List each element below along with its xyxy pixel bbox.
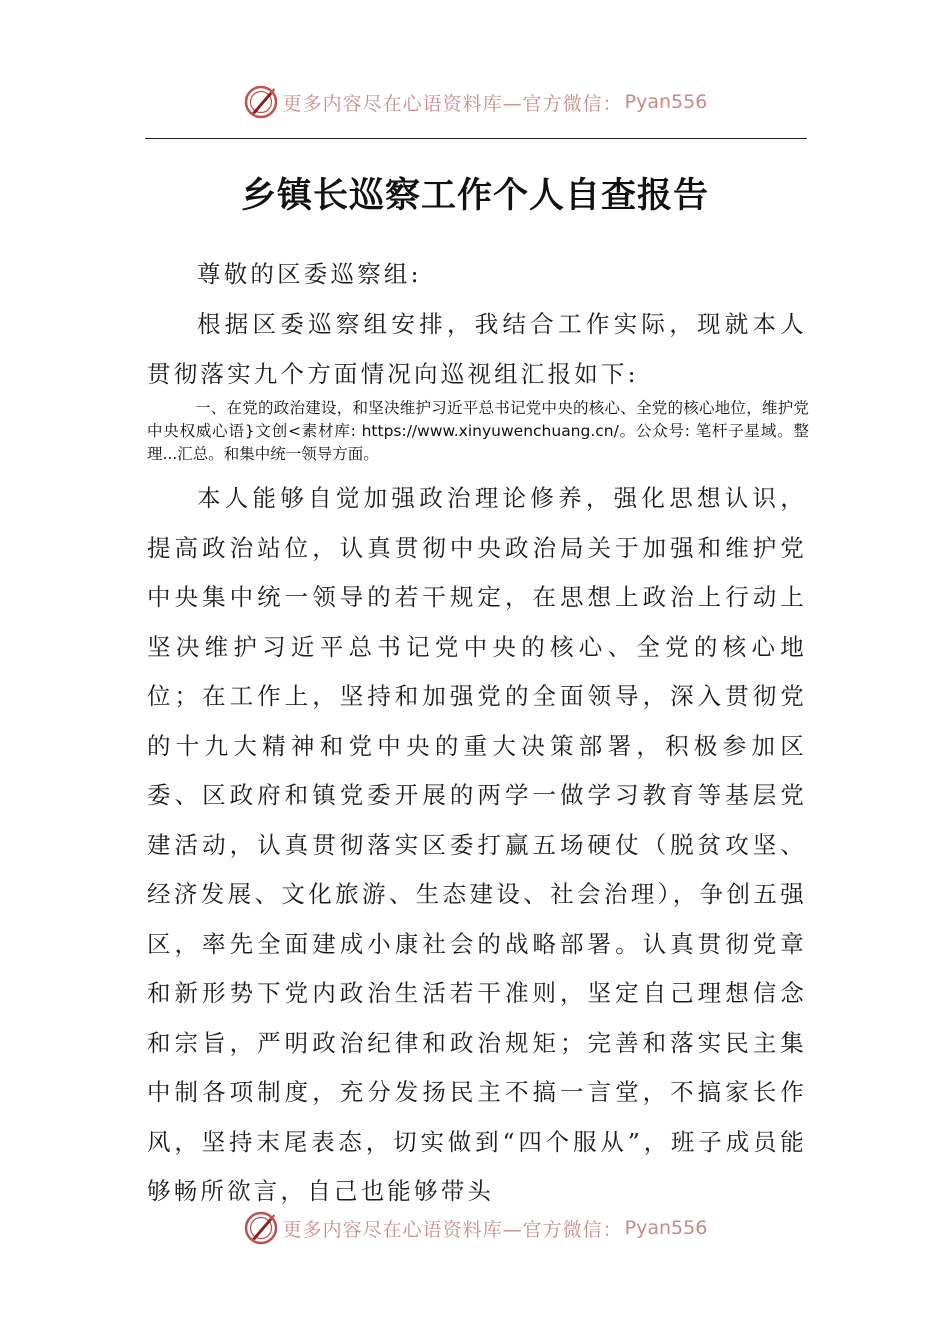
quill-logo-icon [243, 84, 279, 120]
section-heading: 一、在党的政治建设，和坚决维护习近平总书记党中央的核心、全党的核心地位，维护党中央权威心语}文创<素材库: https://www.xinyuwenchuang.cn/。公众号: 笔杆子星域。整理...汇总。和集中统一领导方面。 [147, 399, 809, 463]
banner-text: 更多内容尽在心语资料库—官方微信： [282, 1218, 623, 1241]
header-banner [0, 82, 950, 122]
header-divider [145, 138, 807, 139]
banner-text: 更多内容尽在心语资料库—官方微信： [282, 92, 623, 115]
intro-paragraph: 根据区委巡察组安排，我结合工作实际，现就本人贯彻落实九个方面情况向巡视组汇报如下: [147, 310, 807, 388]
body-paragraph: 本人能够自觉加强政治理论修养，强化思想认识，提高政治站位，认真贯彻中央政治局关于加强和维护党中央集中统一领导的若干规定，在思想上政治上行动上坚决维护习近平总书记党中央的核心、全党的核心地位；在工作上，坚持和加强党的全面领导，深入贯彻党的十九大精神和党中央的重大决策部署，积极参加区委、区政府和镇党委开展的两学一做学习教育等基层党建活动，认真贯彻落实区委打赢五场硬仗（脱贫攻坚、经济发展、文化旅游、生态建设、社会治理），争创五强区，率先全面建成小康社会的战略部署。认真贯彻党章和新形势下党内政治生活若干准则，坚定自己理想信念和宗旨，严明政治纪律和政治规矩；完善和落实民主集中制各项制度，充分发扬民主不搞一言堂，不搞家长作风，坚持末尾表态，切实做到“四个服从”，班子成员能够畅所欲言，自己也能够带头 [147, 484, 807, 1205]
footer-banner [0, 1208, 950, 1248]
banner-wechat-id: Pyan556 [624, 91, 708, 113]
document-title: 乡镇长巡察工作个人自查报告 [240, 176, 709, 216]
greeting: 尊敬的区委巡察组: [197, 260, 422, 288]
quill-logo-icon [243, 1210, 279, 1246]
banner-wechat-id: Pyan556 [624, 1217, 708, 1239]
